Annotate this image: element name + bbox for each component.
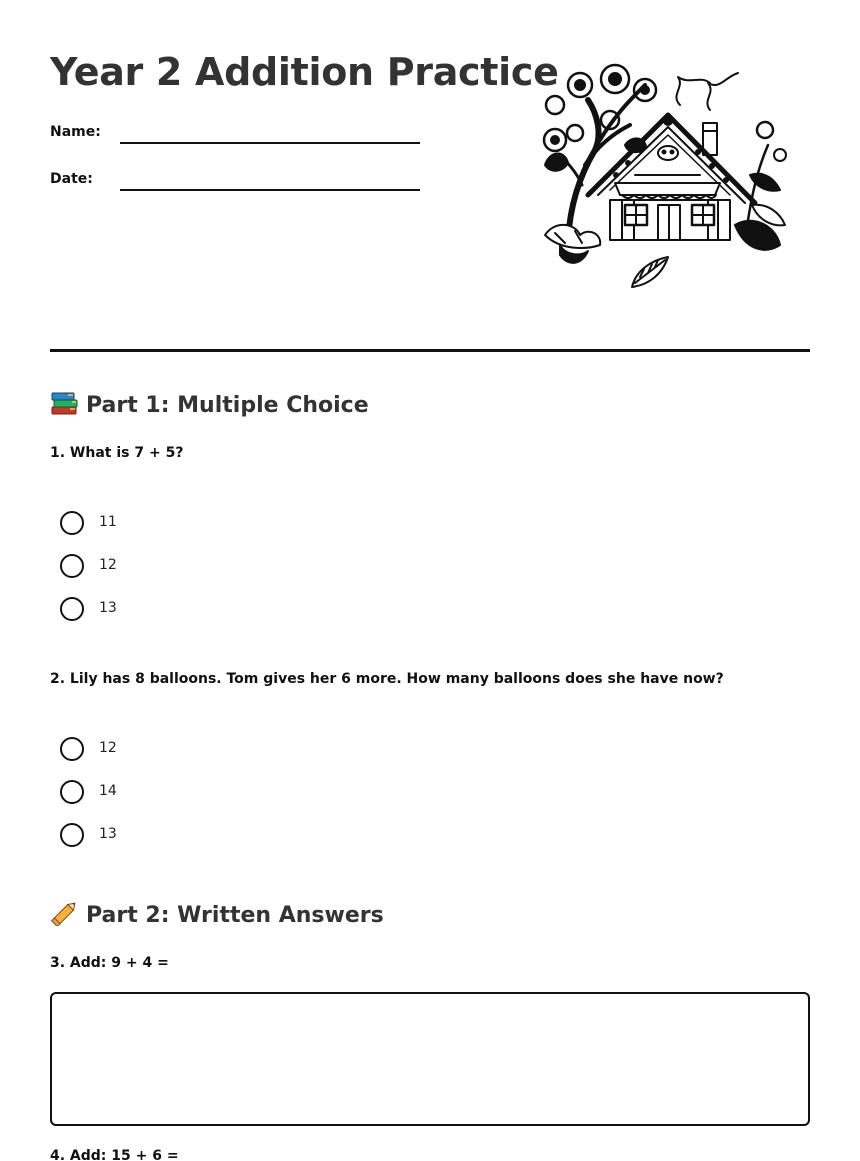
books-icon — [50, 390, 80, 416]
option-label: 11 — [99, 514, 117, 530]
q2-option-1[interactable] — [60, 737, 360, 763]
part2-heading — [50, 900, 384, 928]
part1-heading — [50, 390, 369, 418]
question-3: 3. Add: 9 + 4 = — [50, 955, 169, 971]
header-divider — [50, 349, 810, 352]
radio-button[interactable] — [60, 511, 84, 535]
q2-option-3[interactable] — [60, 823, 360, 849]
radio-button[interactable] — [60, 597, 84, 621]
option-label: 13 — [99, 826, 117, 842]
date-line[interactable] — [120, 189, 420, 191]
cottage-illustration — [540, 55, 800, 295]
q2-option-2[interactable] — [60, 780, 360, 806]
radio-button[interactable] — [60, 823, 84, 847]
question-1: 1. What is 7 + 5? — [50, 445, 184, 461]
radio-button[interactable] — [60, 780, 84, 804]
answer-box-q3[interactable] — [50, 992, 810, 1126]
q1-option-2[interactable] — [60, 554, 360, 580]
worksheet-title: Year 2 Addition Practice — [50, 50, 559, 94]
option-label: 12 — [99, 557, 117, 573]
pencil-icon — [50, 900, 80, 926]
option-label: 14 — [99, 783, 117, 799]
q1-option-1[interactable] — [60, 511, 360, 537]
date-label: Date: — [50, 171, 93, 187]
part2-title: Part 2: Written Answers — [86, 903, 384, 928]
name-label: Name: — [50, 124, 101, 140]
question-2: 2. Lily has 8 balloons. Tom gives her 6 more. How many balloons does she have now? — [50, 671, 724, 687]
name-field[interactable] — [50, 118, 430, 148]
radio-button[interactable] — [60, 554, 84, 578]
date-field[interactable] — [50, 165, 430, 195]
question-4: 4. Add: 15 + 6 = — [50, 1148, 179, 1161]
option-label: 13 — [99, 600, 117, 616]
part1-title: Part 1: Multiple Choice — [86, 393, 369, 418]
name-line[interactable] — [120, 142, 420, 144]
radio-button[interactable] — [60, 737, 84, 761]
q1-option-3[interactable] — [60, 597, 360, 623]
option-label: 12 — [99, 740, 117, 756]
